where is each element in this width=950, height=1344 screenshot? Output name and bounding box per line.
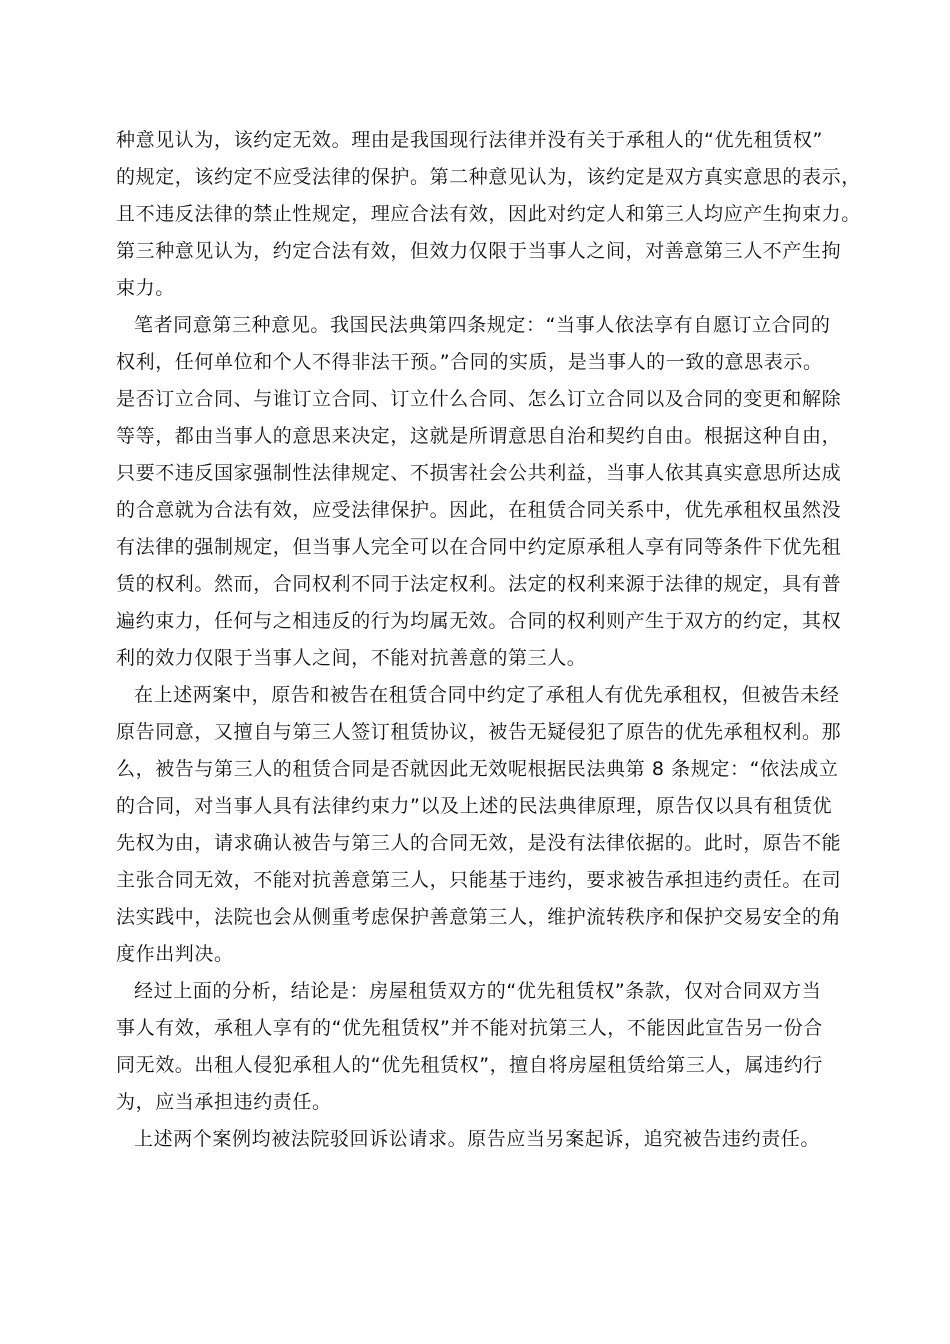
text-line: 先权为由，请求确认被告与第三人的合同无效，是没有法律依据的。此时，原告不能 <box>116 832 842 854</box>
text-line: 束力。 <box>116 277 175 299</box>
text-line: 只要不违反国家强制性法律规定、不损害社会公共利益，当事人依其真实意思所达成 <box>116 462 842 484</box>
text-line: 权利，任何单位和个人不得非法干预。”合同的实质，是当事人的一致的意思表示。 <box>116 351 823 373</box>
text-line: 种意见认为，该约定无效。理由是我国现行法律并没有关于承租人的“优先租赁权” <box>116 129 823 151</box>
text-line: 原告同意，又擅自与第三人签订租赁协议，被告无疑侵犯了原告的优先承租权利。那 <box>116 721 842 743</box>
text-line: 赁的权利。然而，合同权利不同于法定权利。法定的权利来源于法律的规定，具有普 <box>116 573 842 595</box>
text-line: 主张合同无效，不能对抗善意第三人，只能基于违约，要求被告承担违约责任。在司 <box>116 869 842 891</box>
text-line: 遍约束力，任何与之相违反的行为均属无效。合同的权利则产生于双方的约定，其权 <box>116 610 842 632</box>
text-line: 的规定，该约定不应受法律的保护。第二种意见认为，该约定是双方真实意思的表示， <box>116 166 861 188</box>
text-line: 法实践中，法院也会从侧重考虑保护善意第三人，维护流转秩序和保护交易安全的角 <box>116 906 842 928</box>
text-line: 笔者同意第三种意见。我国民法典第四条规定：“当事人依法享有自愿订立合同的 <box>134 314 831 336</box>
text-line: 等等，都由当事人的意思来决定，这就是所谓意思自治和契约自由。根据这种自由， <box>116 425 842 447</box>
text-line: 有法律的强制规定，但当事人完全可以在合同中约定原承租人享有同等条件下优先租 <box>116 536 842 558</box>
text-line: 的合意就为合法有效，应受法律保护。因此，在租赁合同关系中，优先承租权虽然没 <box>116 499 842 521</box>
text-line: 是否订立合同、与谁订立合同、订立什么合同、怎么订立合同以及合同的变更和解除 <box>116 388 842 410</box>
text-line: 为，应当承担违约责任。 <box>116 1091 332 1113</box>
text-line: 度作出判决。 <box>116 943 234 965</box>
text-line: 么，被告与第三人的租赁合同是否就因此无效呢根据民法典第 8 条规定：“依法成立 <box>116 758 839 780</box>
text-line: 经过上面的分析，结论是：房屋租赁双方的“优先租赁权”条款，仅对合同双方当 <box>134 980 822 1002</box>
text-line: 且不违反法律的禁止性规定，理应合法有效，因此对约定人和第三人均应产生拘束力。 <box>116 203 861 225</box>
text-line: 的合同，对当事人具有法律约束力”以及上述的民法典律原理，原告仅以具有租赁优 <box>116 795 833 817</box>
text-line: 上述两个案例均被法院驳回诉讼请求。原告应当另案起诉，追究被告违约责任。 <box>134 1128 821 1150</box>
text-line: 在上述两案中，原告和被告在租赁合同中约定了承租人有优先承租权，但被告未经 <box>134 684 840 706</box>
text-line: 同无效。出租人侵犯承租人的“优先租赁权”，擅自将房屋租赁给第三人，属违约行 <box>116 1054 823 1076</box>
text-line: 事人有效，承租人享有的“优先租赁权”并不能对抗第三人，不能因此宣告另一份合 <box>116 1017 823 1039</box>
text-line: 第三种意见认为，约定合法有效，但效力仅限于当事人之间，对善意第三人不产生拘 <box>116 240 842 262</box>
text-line: 利的效力仅限于当事人之间，不能对抗善意的第三人。 <box>116 647 587 669</box>
